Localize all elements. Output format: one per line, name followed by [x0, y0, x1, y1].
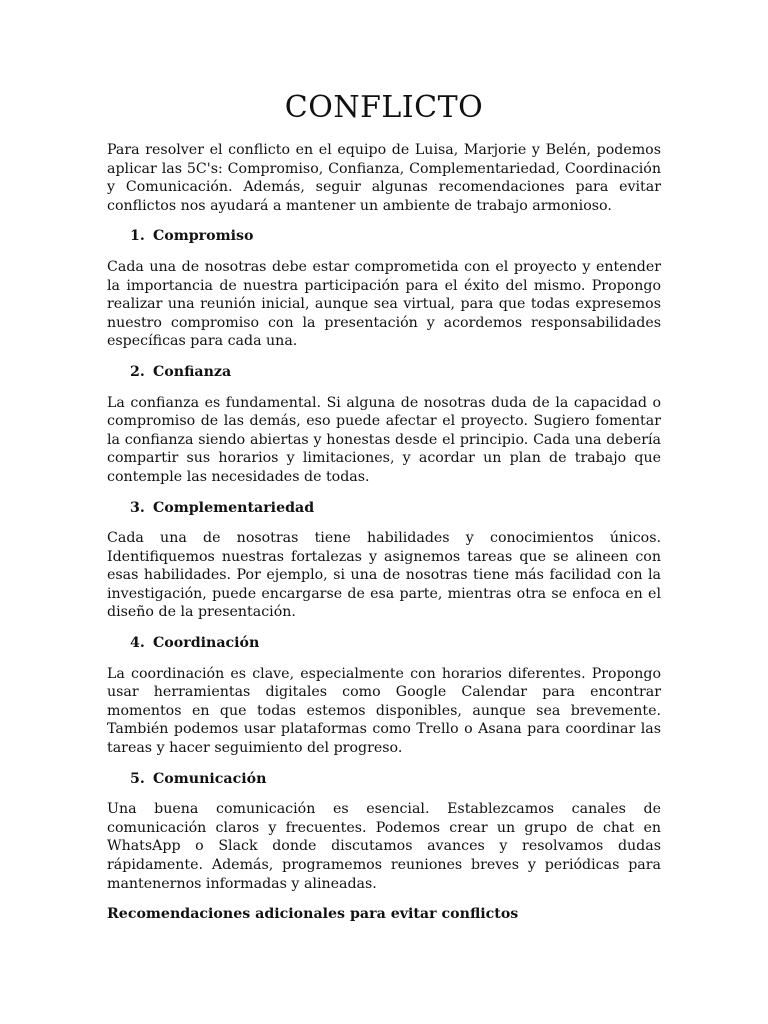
section-number: 3. [130, 499, 145, 516]
section-body-compromiso: Cada una de nosotras debe estar comprometida con el proyecto y entender la importancia de nuestra participación para el éxito del mismo. Propongo realizar una reunión inicial, aunque sea virtual, para que todas expresemos nuestro compromiso con la presentación y acordemos responsabilidades específicas para cada una. [107, 258, 661, 350]
section-heading-label: Comunicación [153, 770, 267, 787]
section-body-comunicacion: Una buena comunicación es esencial. Establezcamos canales de comunicación claros y frecuentes. Podemos crear un grupo de chat en WhatsApp o Slack donde discutamos avances y resolvamos dudas rápidamente. Además, programemos reuniones breves y periódicas para mantenernos informadas y alineadas. [107, 801, 661, 892]
section-body-complementariedad: Cada una de nosotras tiene habilidades y conocimientos únicos. Identifiquemos nuestras fortalezas y asignemos tareas que se alineen con esas habilidades. Por ejemplo, si una de nosotras tiene más facilidad con la investigación, puede encargarse de esa parte, mientras otra se enfoca en el diseño de la presentación. [107, 530, 661, 621]
section-heading-label: Confianza [153, 363, 232, 380]
section-heading-coordinacion [107, 634, 661, 653]
section-number: 4. [130, 635, 145, 652]
section-body-confianza: La confianza es fundamental. Si alguna de nosotras duda de la capacidad o compromiso de las demás, eso puede afectar el proyecto. Sugiero fomentar la confianza siendo abiertas y honestas desde el principio. Cada una debería compartir sus horarios y limitaciones, y acordar un plan de trabajo que contemple las necesidades de todas. [107, 394, 661, 485]
section-heading-compromiso [107, 227, 661, 246]
section-heading-confianza [107, 363, 661, 382]
document-title: CONFLICTO [284, 90, 484, 125]
section-body-coordinacion: La coordinación es clave, especialmente con horarios diferentes. Propongo usar herramientas digitales como Google Calendar para encontrar momentos en que todas estemos disponibles, aunque sea brevemente. También podemos usar plataformas como Trello o Asana para coordinar las tareas y hacer seguimiento del progreso. [107, 665, 661, 757]
section-number: 5. [130, 770, 145, 787]
section-number: 2. [130, 363, 145, 380]
section-heading-comunicacion [107, 770, 661, 789]
section-heading-complementariedad [107, 499, 661, 518]
document-page [107, 88, 661, 924]
section-number: 1. [130, 228, 145, 245]
section-heading-label: Coordinación [153, 635, 260, 652]
intro-paragraph: Para resolver el conflicto en el equipo de Luisa, Marjorie y Belén, podemos aplicar las 5C's: Compromiso, Confianza, Complementariedad, Coordinación y Comunicación. Además, seguir algunas recomendaciones para evitar conflictos nos ayudará a mantener un ambiente de trabajo armonioso. [107, 142, 661, 214]
closing-heading: Recomendaciones adicionales para evitar conflictos [107, 906, 519, 923]
section-heading-label: Complementariedad [153, 499, 315, 516]
section-heading-label: Compromiso [153, 228, 254, 245]
